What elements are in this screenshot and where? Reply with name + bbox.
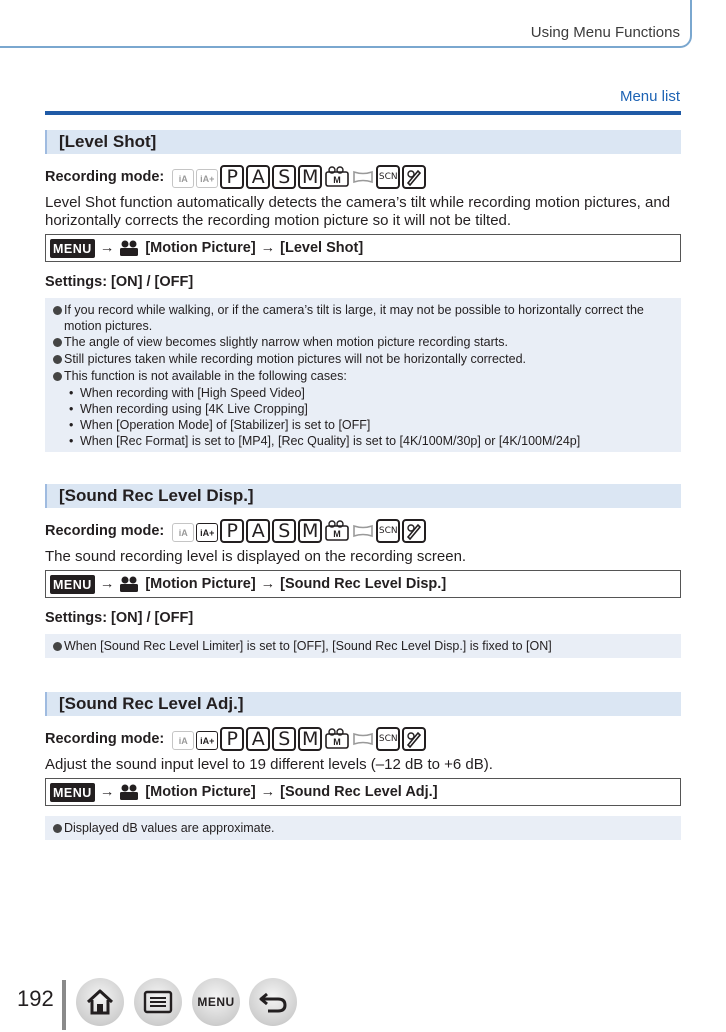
arrow: → <box>260 576 276 592</box>
section-divider <box>45 111 681 115</box>
program-mode-icon: P <box>220 519 244 543</box>
svg-text:M: M <box>333 175 341 185</box>
scene-mode-icon: SCN <box>376 165 400 189</box>
arrow: → <box>99 240 115 256</box>
menu-icon: MENU <box>50 783 95 802</box>
back-icon <box>258 989 288 1015</box>
svg-text:M: M <box>333 737 341 747</box>
menu-path <box>45 234 681 262</box>
list-icon <box>143 990 173 1014</box>
section-title: [Sound Rec Level Adj.] <box>45 692 681 716</box>
intelligent-auto-icon: iA <box>172 523 194 542</box>
motion-picture-label: [Motion Picture] <box>145 784 256 800</box>
intelligent-auto-plus-icon: iA+ <box>196 169 218 188</box>
back-button[interactable] <box>249 978 297 1026</box>
settings-line: Settings: [ON] / [OFF] <box>45 610 194 626</box>
menu-item-target: [Sound Rec Level Disp.] <box>280 576 447 592</box>
menu-icon: MENU <box>50 575 95 594</box>
panorama-icon <box>352 727 374 751</box>
menu-item-target: [Level Shot] <box>280 240 364 256</box>
recording-mode-row <box>45 164 681 190</box>
intelligent-auto-plus-icon: iA+ <box>196 523 218 542</box>
mode-icons <box>172 727 426 751</box>
note-item: Displayed dB values are approximate. <box>53 820 675 837</box>
section-description: The sound recording level is displayed on the recording screen. <box>45 548 467 565</box>
arrow: → <box>99 784 115 800</box>
sub-note-item: • When [Rec Format] is set to [MP4], [Rec Quality] is set to [4K/100M/30p] or [4K/100M/24p] <box>69 434 581 448</box>
notes-box <box>45 816 681 840</box>
recording-mode-row <box>45 518 681 544</box>
arrow: → <box>260 784 276 800</box>
bullet-icon <box>53 338 62 347</box>
shutter-mode-icon: S <box>272 519 296 543</box>
sub-note-item: • When recording with [High Speed Video] <box>69 386 305 400</box>
menu-path <box>45 778 681 806</box>
bullet-icon <box>53 355 62 364</box>
manual-mode-icon: M <box>298 519 322 543</box>
home-button[interactable] <box>76 978 124 1026</box>
motion-picture-icon <box>119 784 139 800</box>
shutter-mode-icon: S <box>272 165 296 189</box>
manual-mode-icon: M <box>298 165 322 189</box>
bullet-icon <box>53 306 62 315</box>
aperture-mode-icon: A <box>246 519 270 543</box>
manual-mode-icon: M <box>298 727 322 751</box>
creative-video-icon <box>324 519 350 543</box>
motion-picture-icon <box>119 240 139 256</box>
motion-picture-label: [Motion Picture] <box>145 576 256 592</box>
section-sound-rec-level-adj <box>45 692 681 840</box>
recording-mode-label: Recording mode: <box>45 731 165 747</box>
section-description: Adjust the sound input level to 19 different levels (–12 dB to +6 dB). <box>45 756 493 773</box>
creative-video-icon <box>324 165 350 189</box>
creative-control-icon <box>402 727 426 751</box>
section-level-shot <box>45 130 681 452</box>
home-icon <box>85 988 115 1016</box>
recording-mode-label: Recording mode: <box>45 523 165 539</box>
menu-icon: MENU <box>50 239 95 258</box>
contents-button[interactable] <box>134 978 182 1026</box>
intelligent-auto-plus-icon: iA+ <box>196 731 218 750</box>
sub-note-item: • When [Operation Mode] of [Stabilizer] is set to [OFF] <box>69 418 371 432</box>
section-title: [Level Shot] <box>45 130 681 154</box>
motion-picture-label: [Motion Picture] <box>145 240 256 256</box>
program-mode-icon: P <box>220 165 244 189</box>
recording-mode-label: Recording mode: <box>45 169 165 185</box>
arrow: → <box>99 576 115 592</box>
menu-button[interactable] <box>192 978 240 1026</box>
aperture-mode-icon: A <box>246 727 270 751</box>
intelligent-auto-icon: iA <box>172 169 194 188</box>
bullet-icon <box>53 372 62 381</box>
settings-line: Settings: [ON] / [OFF] <box>45 274 194 290</box>
creative-control-icon <box>402 519 426 543</box>
sub-note-item: • When recording using [4K Live Cropping] <box>69 402 308 416</box>
panorama-icon <box>352 519 374 543</box>
menu-item-target: [Sound Rec Level Adj.] <box>280 784 438 800</box>
section-sound-rec-level-disp <box>45 484 681 658</box>
notes-box <box>45 298 681 452</box>
shutter-mode-icon: S <box>272 727 296 751</box>
section-description: Level Shot function automatically detects the camera’s tilt while recording motion pictures, and horizontally corrects the recording motion picture so it will not be tilted. <box>45 194 671 229</box>
motion-picture-icon <box>119 576 139 592</box>
menu-list-link[interactable]: Menu list <box>619 88 680 105</box>
note-item: If you record while walking, or if the camera’s tilt is large, it may not be possible to horizontally correct the motion pictures. <box>53 302 675 334</box>
bullet-icon <box>53 642 62 651</box>
section-title: [Sound Rec Level Disp.] <box>45 484 681 508</box>
recording-mode-row <box>45 726 681 752</box>
bullet-icon <box>53 824 62 833</box>
scene-mode-icon: SCN <box>376 727 400 751</box>
program-mode-icon: P <box>220 727 244 751</box>
creative-control-icon <box>402 165 426 189</box>
svg-text:M: M <box>333 529 341 539</box>
scene-mode-icon: SCN <box>376 519 400 543</box>
note-item: When [Sound Rec Level Limiter] is set to [OFF], [Sound Rec Level Disp.] is fixed to [ON] <box>53 638 675 655</box>
note-item: The angle of view becomes slightly narrow when motion picture recording starts. <box>53 334 675 351</box>
menu-path <box>45 570 681 598</box>
notes-box <box>45 634 681 658</box>
note-item: Still pictures taken while recording motion pictures will not be horizontally corrected. <box>53 351 675 368</box>
creative-video-icon <box>324 727 350 751</box>
intelligent-auto-icon: iA <box>172 731 194 750</box>
arrow: → <box>260 240 276 256</box>
chapter-title: Using Menu Functions <box>530 24 680 41</box>
page-number: 192 <box>17 986 54 1011</box>
menu-button-label: MENU <box>197 995 235 1009</box>
aperture-mode-icon: A <box>246 165 270 189</box>
panorama-icon <box>352 165 374 189</box>
footer-divider <box>62 980 66 1030</box>
note-item: This function is not available in the following cases: <box>53 368 675 385</box>
mode-icons <box>172 519 426 543</box>
mode-icons <box>172 165 426 189</box>
